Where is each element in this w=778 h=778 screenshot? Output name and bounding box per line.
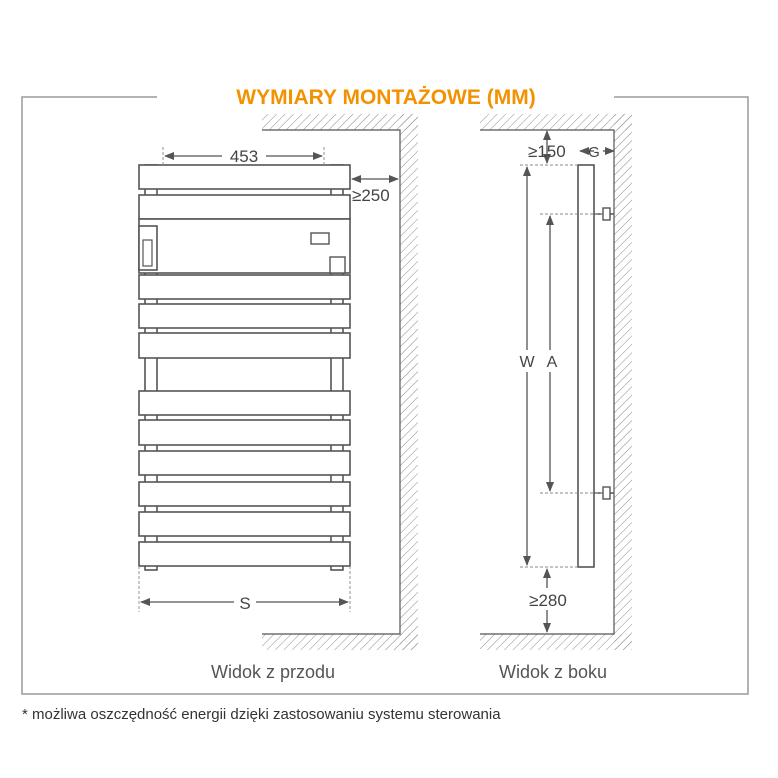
top-width-label: 453	[229, 147, 259, 166]
radiator-bar	[139, 451, 350, 475]
radiator-bar	[139, 542, 350, 566]
radiator-bar	[139, 391, 350, 415]
side-wall-hatch-top	[480, 114, 632, 130]
depth-label: G	[588, 144, 600, 161]
heater-element-inner	[143, 240, 152, 266]
front-wall-hatch-right	[400, 114, 418, 650]
control-display	[311, 233, 329, 244]
radiator-bar	[139, 333, 350, 358]
total-height-label: W	[519, 354, 535, 371]
footnote: * możliwa oszczędność energii dzięki zastosowaniu systemu sterowania	[22, 706, 501, 723]
radiator-bar	[139, 165, 350, 189]
side-clearance-label: ≥250	[352, 186, 390, 205]
diagram-title: WYMIARY MONTAŻOWE (MM)	[236, 86, 536, 109]
total-width-label: S	[239, 594, 251, 613]
control-panel	[139, 219, 350, 273]
mount-spacing-label: A	[546, 354, 558, 371]
control-button	[330, 257, 345, 273]
radiator-bar	[139, 420, 350, 445]
side-wall-hatch-bottom	[480, 634, 632, 650]
front-wall-hatch-top	[262, 114, 418, 130]
radiator-bar	[139, 512, 350, 536]
side-wall-hatch-right	[614, 114, 632, 650]
radiator-bar	[139, 304, 350, 328]
bottom-clearance-label: ≥280	[529, 591, 567, 610]
side-view	[480, 114, 632, 682]
side-radiator	[578, 165, 594, 567]
radiator-bar	[139, 195, 350, 219]
radiator-bar	[139, 482, 350, 506]
front-view	[139, 114, 418, 682]
radiator-bar	[139, 275, 350, 299]
front-wall-hatch-bottom	[262, 634, 418, 650]
front-view-label: Widok z przodu	[210, 662, 336, 682]
front-radiator	[139, 165, 350, 570]
side-view-label: Widok z boku	[498, 662, 608, 682]
top-clearance-label: ≥150	[528, 142, 566, 161]
